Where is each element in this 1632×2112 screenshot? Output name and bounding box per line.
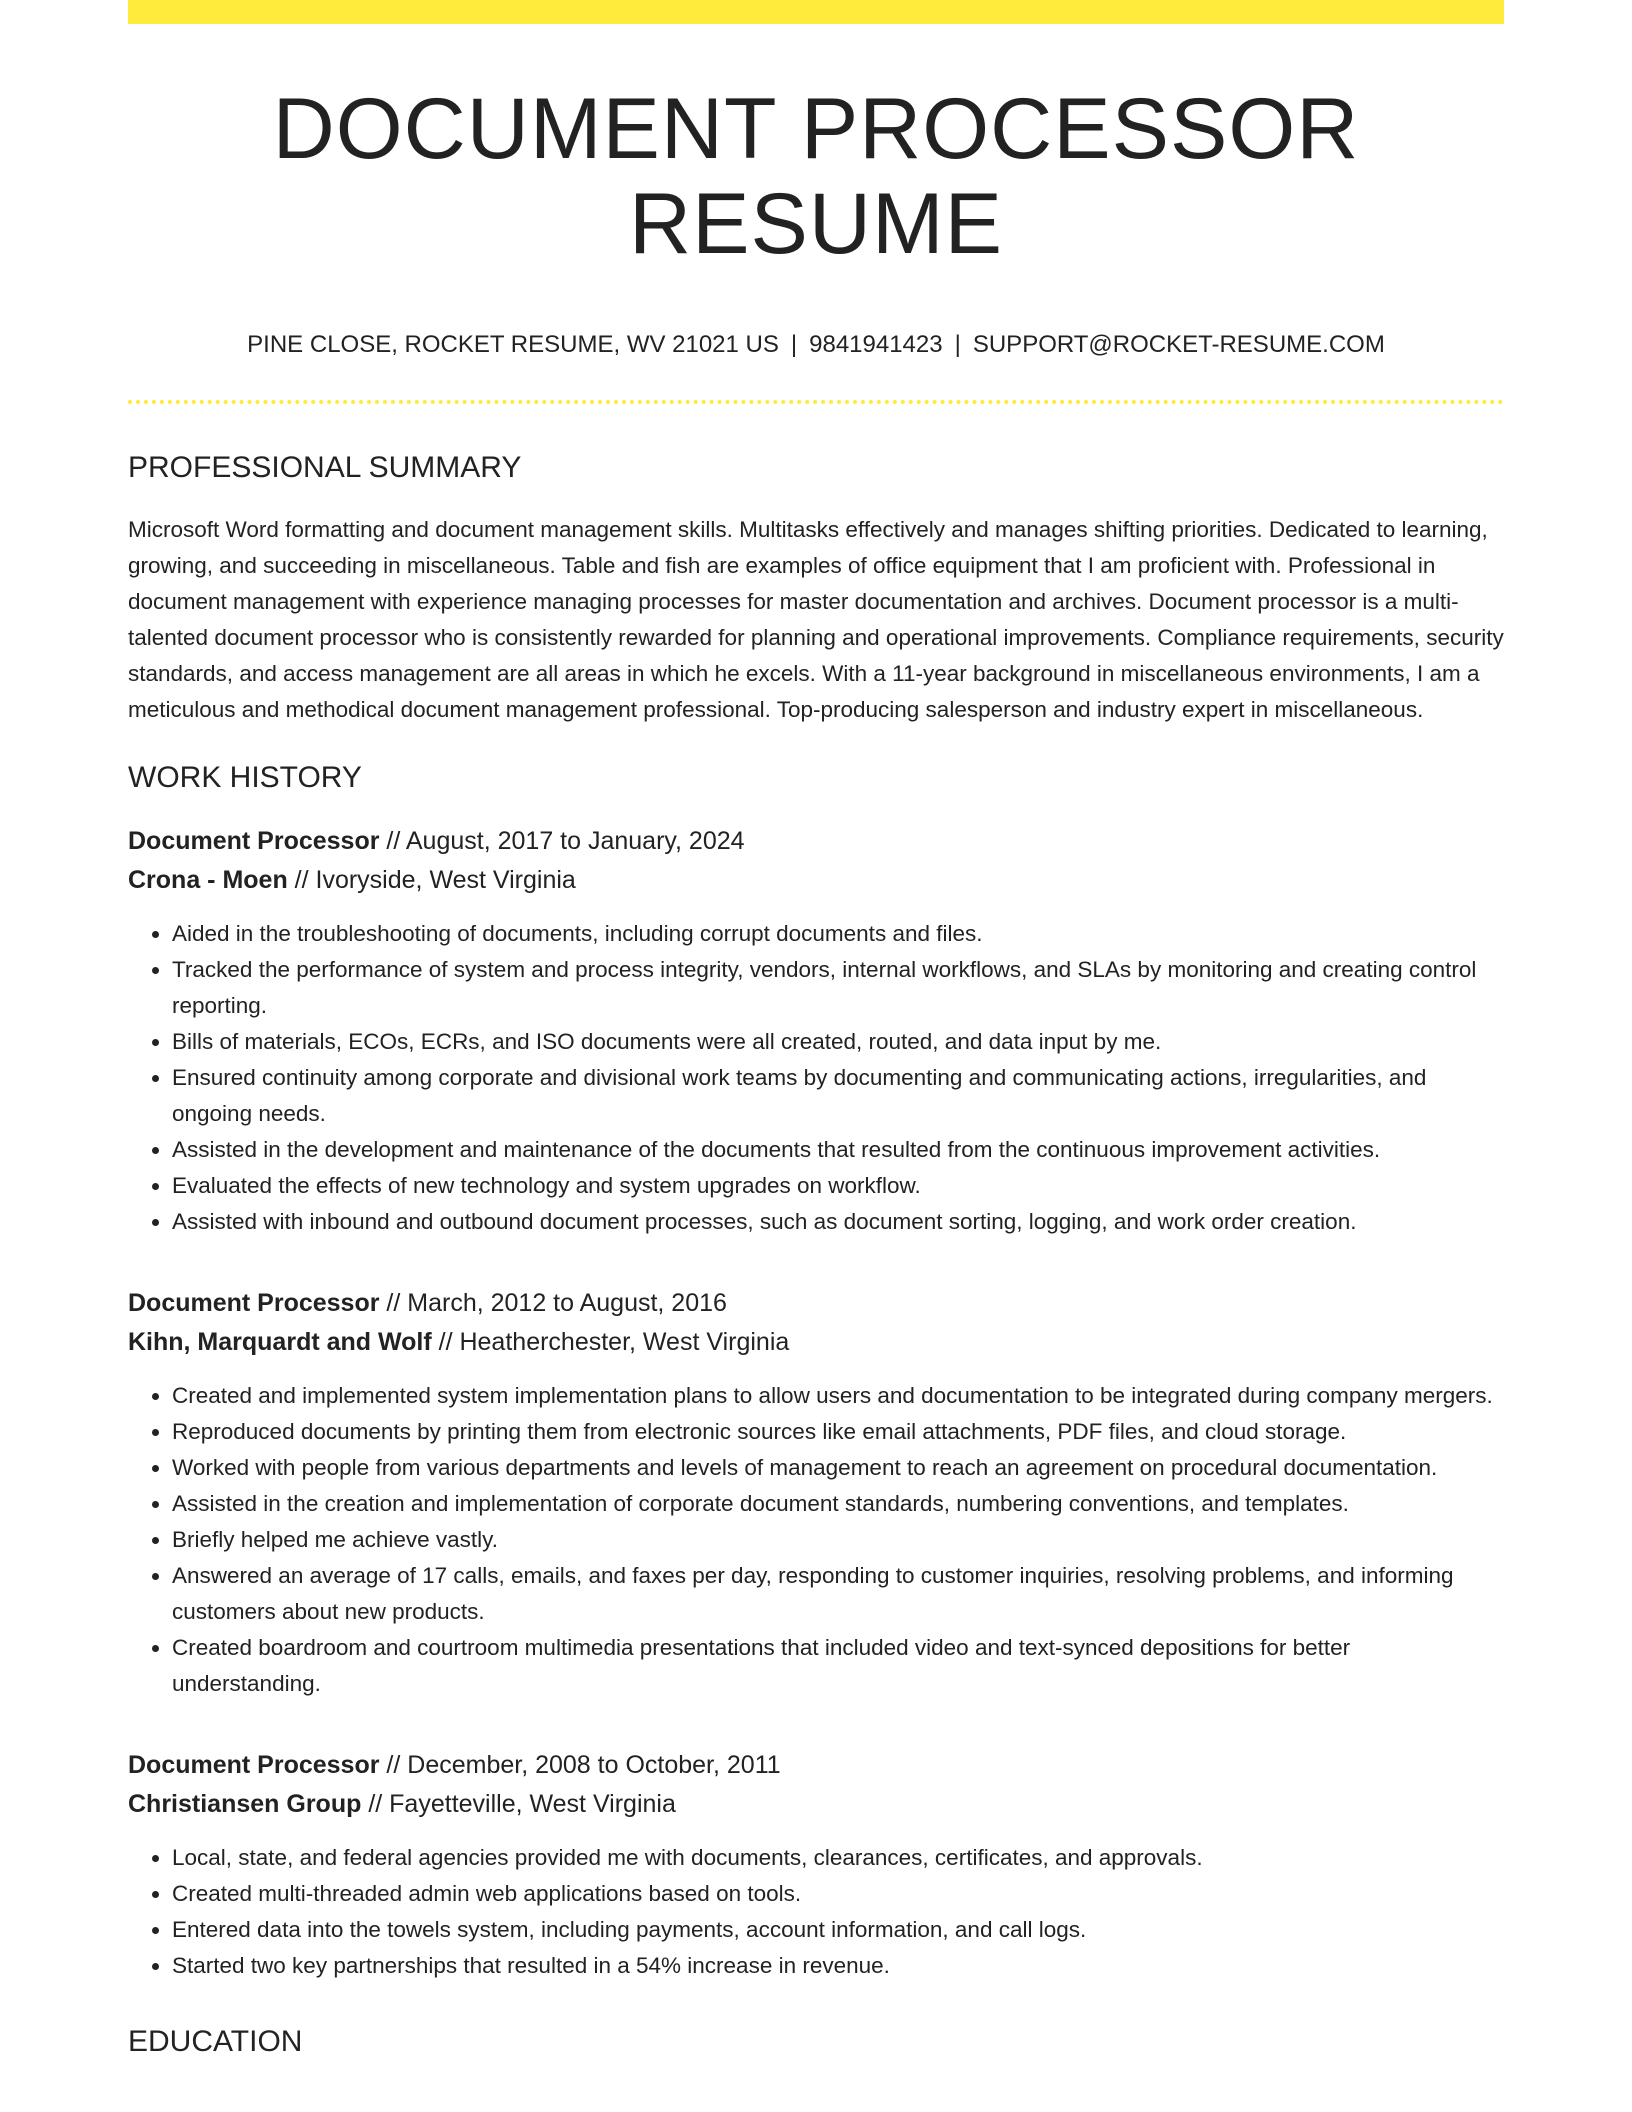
job-bullets <box>128 1840 1504 1984</box>
dotted-divider <box>128 400 1504 404</box>
job-dates: // December, 2008 to October, 2011 <box>386 1751 781 1780</box>
list-item: • Started two key partnerships that resulted in a 54% increase in revenue. <box>172 1948 1504 1984</box>
job-company-line <box>128 1785 1504 1824</box>
job-bullets <box>128 916 1504 1240</box>
job-company: Crona - Moen <box>128 866 288 895</box>
list-item: • Tracked the performance of system and process integrity, vendors, internal workflows, and SLAs by monitoring and creating control reporting. <box>172 952 1504 1024</box>
list-item: • Reproduced documents by printing them from electronic sources like email attachments, PDF files, and cloud storage. <box>172 1414 1504 1450</box>
list-item: • Evaluated the effects of new technology and system upgrades on workflow. <box>172 1168 1504 1204</box>
list-item: • Created multi-threaded admin web applications based on tools. <box>172 1876 1504 1912</box>
list-item: • Briefly helped me achieve vastly. <box>172 1522 1504 1558</box>
list-item: • Answered an average of 17 calls, emails, and faxes per day, responding to customer inquiries, resolving problems, and informing customers about new products. <box>172 1558 1504 1630</box>
education-heading: EDUCATION <box>128 2025 303 2059</box>
job-dates: // March, 2012 to August, 2016 <box>386 1289 727 1318</box>
list-item: • Created boardroom and courtroom multimedia presentations that included video and text-synced depositions for better understanding. <box>172 1630 1504 1702</box>
job-location: // Heatherchester, West Virginia <box>438 1328 790 1357</box>
list-item: • Assisted in the creation and implementation of corporate document standards, numbering conventions, and templates. <box>172 1486 1504 1522</box>
contact-email[interactable]: SUPPORT@ROCKET-RESUME.COM <box>972 331 1385 359</box>
job-title: Document Processor <box>128 1751 380 1780</box>
list-item: • Assisted with inbound and outbound document processes, such as document sorting, logging, and work order creation. <box>172 1204 1504 1240</box>
contact-line <box>128 329 1504 360</box>
job-location: // Fayetteville, West Virginia <box>368 1790 676 1819</box>
job-location: // Ivoryside, West Virginia <box>294 866 576 895</box>
job-bullets <box>128 1378 1504 1702</box>
list-item: • Ensured continuity among corporate and divisional work teams by documenting and communicating actions, irregularities, and ongoing needs. <box>172 1060 1504 1132</box>
job-company: Kihn, Marquardt and Wolf <box>128 1328 432 1357</box>
job-title-line <box>128 1746 1504 1785</box>
job-title: Document Processor <box>128 827 380 856</box>
job-entry-3 <box>128 1746 1504 1984</box>
list-item: • Aided in the troubleshooting of documents, including corrupt documents and files. <box>172 916 1504 952</box>
contact-separator: | <box>954 331 961 359</box>
summary-heading: PROFESSIONAL SUMMARY <box>128 451 522 485</box>
list-item: • Worked with people from various departments and levels of management to reach an agreement on procedural documentation. <box>172 1450 1504 1486</box>
job-company: Christiansen Group <box>128 1790 362 1819</box>
job-title-line <box>128 1284 1504 1323</box>
list-item: • Assisted in the development and maintenance of the documents that resulted from the continuous improvement activities. <box>172 1132 1504 1168</box>
list-item: • Bills of materials, ECOs, ECRs, and ISO documents were all created, routed, and data input by me. <box>172 1024 1504 1060</box>
job-title-line <box>128 822 1504 861</box>
job-dates: // August, 2017 to January, 2024 <box>386 827 745 856</box>
work-history-heading: WORK HISTORY <box>128 761 362 795</box>
summary-text: Microsoft Word formatting and document management skills. Multitasks effectively and manages shifting priorities. Dedicated to learning, growing, and succeeding in miscellaneous. Table and fish are examples of office equipment that I am proficient with. Professional in document management with experience managing processes for master documentation and archives. Document processor is a multi-talented document processor who is consistently rewarded for planning and operational improvements. Compliance requirements, security standards, and access management are all areas in which he excels. With a 11-year background in miscellaneous environments, I am a meticulous and methodical document management professional. Top-producing salesperson and industry expert in miscellaneous. <box>128 517 1504 723</box>
contact-separator: | <box>790 331 798 359</box>
top-accent-bar <box>128 0 1504 24</box>
contact-phone: 9841941423 <box>809 331 943 359</box>
list-item: • Local, state, and federal agencies provided me with documents, clearances, certificates, and approvals. <box>172 1840 1504 1876</box>
list-item: • Created and implemented system implementation plans to allow users and documentation to be integrated during company mergers. <box>172 1378 1504 1414</box>
job-company-line <box>128 1323 1504 1362</box>
job-title: Document Processor <box>128 1289 380 1318</box>
document-title: DOCUMENT PROCESSOR RESUME <box>272 81 1360 272</box>
list-item: • Entered data into the towels system, including payments, account information, and call logs. <box>172 1912 1504 1948</box>
job-entry-1 <box>128 822 1504 1240</box>
job-company-line <box>128 861 1504 900</box>
resume-page <box>128 0 1504 2060</box>
contact-address: PINE CLOSE, ROCKET RESUME, WV 21021 US <box>247 331 779 359</box>
job-entry-2 <box>128 1284 1504 1702</box>
